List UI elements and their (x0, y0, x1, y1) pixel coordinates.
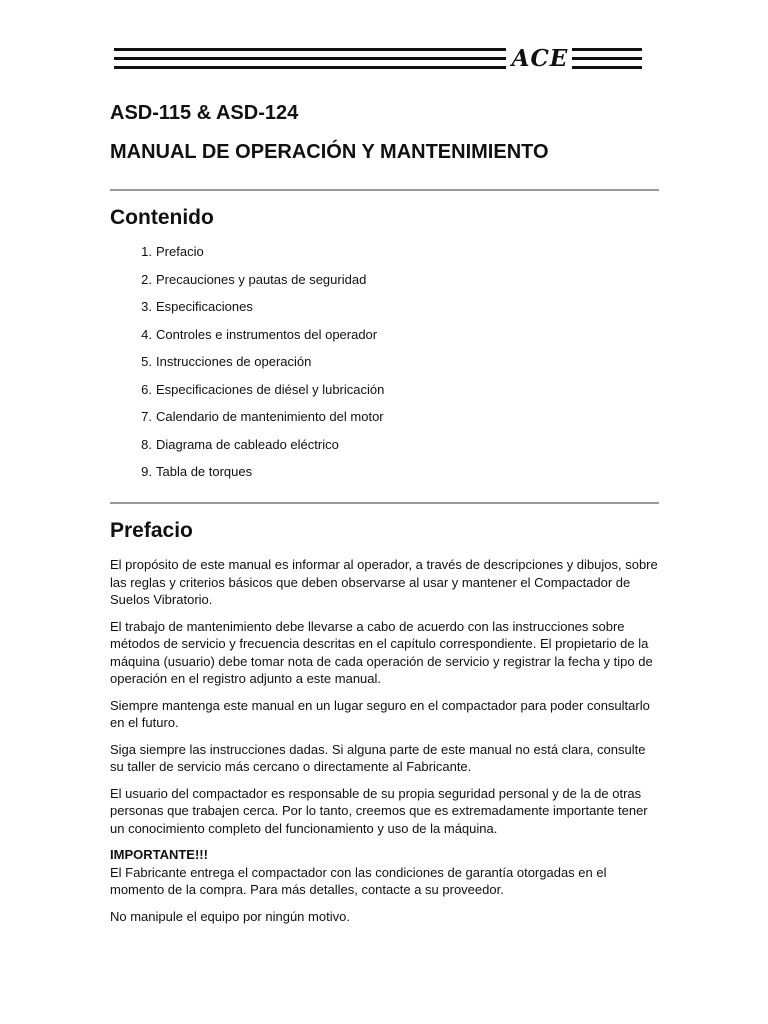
toc-item-number: 7. (141, 409, 152, 424)
toc-item-label: Prefacio (156, 244, 204, 259)
toc-item-number: 3. (141, 299, 152, 314)
preface-paragraph: El usuario del compactador es responsable de su propia seguridad personal y de la de otras personas que trabajen cerca. Por lo tanto, creemos que es extremadamente importante tener un conocimiento completo del funcionamiento y uso de la máquina. (110, 785, 648, 836)
ace-logo-header (114, 46, 642, 72)
toc-item-number: 4. (141, 326, 152, 342)
toc-item (110, 381, 650, 409)
toc-item-number: 5. (141, 354, 152, 369)
logo-line (114, 57, 506, 60)
toc-item-number: 8. (141, 436, 152, 452)
ace-logo-text: ACE (511, 45, 569, 72)
toc-item (110, 243, 650, 271)
preface-body (110, 556, 662, 934)
toc-item (110, 326, 650, 354)
important-label: IMPORTANTE!!! (110, 847, 208, 862)
toc-item (110, 408, 650, 436)
toc-item (110, 353, 650, 381)
logo-line (114, 66, 506, 69)
toc-item (110, 271, 650, 299)
toc-item-label: Instrucciones de operación (156, 354, 312, 369)
toc-item-label: Precauciones y pautas de seguridad (156, 271, 367, 287)
divider (110, 502, 659, 504)
manual-title: MANUAL DE OPERACIÓN Y MANTENIMIENTO (110, 141, 549, 163)
toc-item (110, 463, 650, 491)
toc-item-label: Especificaciones (156, 299, 253, 314)
toc-item-label: Controles e instrumentos del operador (156, 326, 378, 342)
important-text: El Fabricante entrega el compactador con las condiciones de garantía otorgadas en el momento de la compra. Para más detalles, contacte a su proveedor. (110, 864, 607, 897)
final-note: No manipule el equipo por ningún motivo. (110, 908, 350, 924)
toc-item-label: Especificaciones de diésel y lubricación (156, 381, 385, 397)
toc-item-label: Diagrama de cableado eléctrico (156, 436, 339, 452)
contents-heading: Contenido (110, 206, 214, 229)
toc-item-number: 9. (141, 464, 152, 479)
toc-item (110, 436, 650, 464)
preface-paragraph: El trabajo de mantenimiento debe llevarse a cabo de acuerdo con las instrucciones sobre métodos de servicio y frecuencia descritas en el capítulo correspondiente. El propietario de la máquina (usuario) debe tomar nota de cada operación de servicio y registrar la fecha y tipo de operación en el registro adjunto a este manual. (110, 618, 653, 686)
toc-item-label: Calendario de mantenimiento del motor (156, 409, 384, 424)
preface-heading: Prefacio (110, 519, 193, 542)
divider (110, 189, 659, 191)
preface-paragraph: Siga siempre las instrucciones dadas. Si alguna parte de este manual no está clara, consulte su taller de servicio más cercano o directamente al Fabricante. (110, 741, 646, 774)
preface-paragraph: Siempre mantenga este manual en un lugar seguro en el compactador para poder consultarlo en el futuro. (110, 697, 650, 730)
model-heading: ASD-115 & ASD-124 (110, 102, 299, 124)
toc-item-label: Tabla de torques (156, 464, 253, 479)
logo-line (572, 57, 642, 60)
toc-item-number: 2. (141, 271, 152, 287)
logo-line (572, 66, 642, 69)
toc-item-number: 6. (141, 381, 152, 397)
preface-paragraph: El propósito de este manual es informar al operador, a través de descripciones y dibujos, sobre las reglas y criterios básicos que deben observarse al usar y mantener el Compactador de Suelos Vibratorio. (110, 557, 658, 607)
toc-item-number: 1. (141, 244, 152, 259)
logo-line (114, 48, 506, 51)
toc-item (110, 298, 650, 326)
important-note (110, 846, 662, 899)
logo-line (572, 48, 642, 51)
table-of-contents (110, 243, 650, 491)
